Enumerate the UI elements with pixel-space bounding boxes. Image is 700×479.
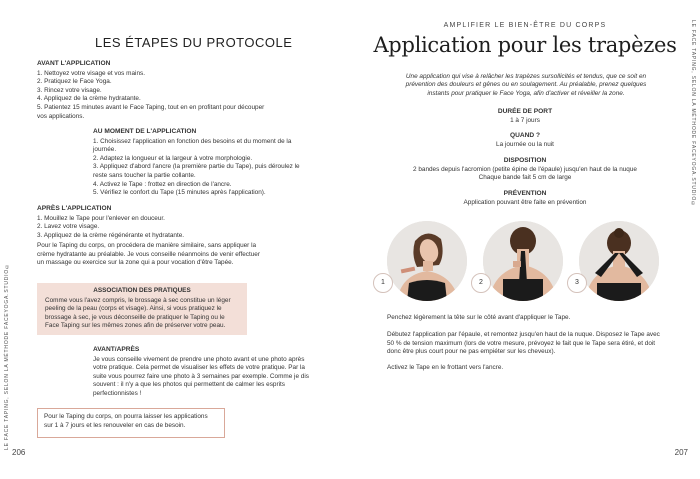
instruction-1: Penchez légèrement la tête sur le côté avant d'appliquer le Tape. bbox=[387, 314, 571, 321]
avant-line: 2. Pratiquez le Face Yoga. bbox=[37, 78, 112, 86]
right-page bbox=[350, 0, 700, 479]
disposition-value-1: 2 bandes depuis l'acromion (petite épine de l'épaule) jusqu'en haut de la nuque bbox=[413, 165, 637, 173]
prevention-block bbox=[350, 190, 700, 207]
protocol-title: LES ÉTAPES DU PROTOCOLE bbox=[95, 35, 293, 50]
disposition-heading: DISPOSITION bbox=[503, 157, 547, 164]
apres-section bbox=[37, 205, 267, 240]
page-number-left: 206 bbox=[12, 448, 26, 457]
moment-section bbox=[93, 128, 309, 198]
quand-value: La journée ou la nuit bbox=[496, 140, 554, 148]
avant-line: 4. Appliquez de la crème hydratante. bbox=[37, 95, 141, 103]
note-box bbox=[37, 408, 225, 438]
avant-heading: AVANT L'APPLICATION bbox=[37, 60, 111, 67]
prevention-value: Application pouvant être faite en prévention bbox=[463, 198, 587, 206]
moment-line: 1. Choisissez l'application en fonction des besoins et du moment de la journée. bbox=[93, 137, 292, 154]
prevention-heading: PRÉVENTION bbox=[503, 190, 547, 197]
moment-line: 4. Activez le Tape : frottez en direction de l'ancre. bbox=[93, 180, 232, 188]
apres-line: 1. Mouillez le Tape pour l'enlever en douceur. bbox=[37, 214, 165, 222]
association-heading: ASSOCIATION DES PRATIQUES bbox=[93, 287, 191, 294]
duree-heading: DURÉE DE PORT bbox=[497, 108, 553, 115]
moment-heading: AU MOMENT DE L'APPLICATION bbox=[93, 128, 197, 135]
avant-apres-section bbox=[93, 346, 313, 399]
disposition-block bbox=[350, 157, 700, 183]
step-1-photo bbox=[387, 221, 467, 301]
apres-line: 3. Appliquez de la crème régénérante et hydratante. bbox=[37, 231, 185, 239]
note-box-text: Pour le Taping du corps, on pourra laisser les applications sur 1 à 7 jours et les renouveler en cas de besoin. bbox=[44, 413, 208, 429]
association-box bbox=[37, 283, 247, 335]
moment-line: 2. Adaptez la longueur et la largeur à votre morphologie. bbox=[93, 154, 253, 162]
section-kicker: AMPLIFIER LE BIEN-ÊTRE DU CORPS bbox=[443, 22, 607, 29]
page-title: Application pour les trapèzes bbox=[373, 33, 677, 57]
quand-heading: QUAND ? bbox=[509, 132, 541, 139]
disposition-value-2: Chaque bande fait 5 cm de large bbox=[478, 174, 572, 182]
apres-heading: APRÈS L'APPLICATION bbox=[37, 205, 112, 212]
right-side-running-head: LE FACE TAPING, SELON LA MÉTHODE FACEYOGA.STUDIO© bbox=[690, 20, 696, 208]
quand-block bbox=[350, 132, 700, 149]
avant-line: 5. Patientez 15 minutes avant le Face Taping, tout en en profitant pour découper vos applications. bbox=[37, 103, 265, 120]
duree-block bbox=[350, 108, 700, 125]
instruction-3: Activez le Tape en le frottant vers l'ancre. bbox=[387, 364, 504, 371]
page-number-right: 207 bbox=[674, 448, 688, 457]
step-2-number: 2 bbox=[471, 273, 491, 293]
step-3-photo bbox=[579, 221, 659, 301]
step-3-number: 3 bbox=[567, 273, 587, 293]
step-2-photo bbox=[483, 221, 563, 301]
avant-line: 3. Rincez votre visage. bbox=[37, 86, 102, 94]
left-side-running-head: LE FACE TAPING, SELON LA MÉTHODE FACEYOGA.STUDIO© bbox=[4, 262, 10, 450]
moment-line: 3. Appliquez d'abord l'ancre (la première partie du Tape), puis déroulez le reste sans toucher la partie collante. bbox=[93, 163, 300, 179]
intro-text: Une application qui vise à relâcher les trapèzes sursollicités et tendus, que ce soit en prévention des douleurs et gênes ou en soulagement. Au préalable, prenez quelques instants pour pratiquer le Face Yoga, afin d'activer et réveiller la zone. bbox=[405, 73, 647, 97]
instruction-2: Débutez l'application par l'épaule, et remontez jusqu'en haut de la nuque. Disposez le Tape avec 50 % de tension maximum (lors de votre mesure, prévoyez le fait que le Tape sera étiré, et doit donc être plus court pour ne pas empiéter sur les cheveux). bbox=[387, 331, 660, 356]
moment-line: 5. Vérifiez le confort du Tape (15 minutes après l'application). bbox=[93, 189, 266, 197]
apres-line: 2. Lavez votre visage. bbox=[37, 223, 100, 231]
duree-value: 1 à 7 jours bbox=[510, 116, 540, 124]
corps-paragraph bbox=[37, 242, 262, 268]
avant-apres-heading: AVANT/APRÈS bbox=[93, 346, 140, 353]
avant-section bbox=[37, 60, 267, 121]
step-1-number: 1 bbox=[373, 273, 393, 293]
avant-apres-text: Je vous conseille vivement de prendre une photo avant et une photo après votre pratique. Cela permet de visualiser les effets de votre pratique. Par la suite vous pourrez faire une photo à 3 semaines par exemple. Comme je dis souvent : il n'y a que les photos qui permettent de calmer les esprits perfectionnistes ! bbox=[93, 355, 309, 397]
avant-line: 1. Nettoyez votre visage et vos mains. bbox=[37, 69, 145, 77]
corps-paragraph-text: Pour le Taping du corps, on procédera de manière similaire, sans appliquer la crème hydratante au préalable. Je vous conseille néanmoins de venir effectuer un massage ou exercice sur la zone qui a pour vocation d'être Tapée. bbox=[37, 242, 260, 267]
association-text: Comme vous l'avez compris, le brossage à sec constitue un léger peeling de la peau (corps et visage). Ainsi, si vous pratiquez le brossage à sec, je vous déconseille de pratiquer le Taping ou le Face Taping sur les mêmes zones afin de préserver votre peau. bbox=[45, 296, 231, 330]
